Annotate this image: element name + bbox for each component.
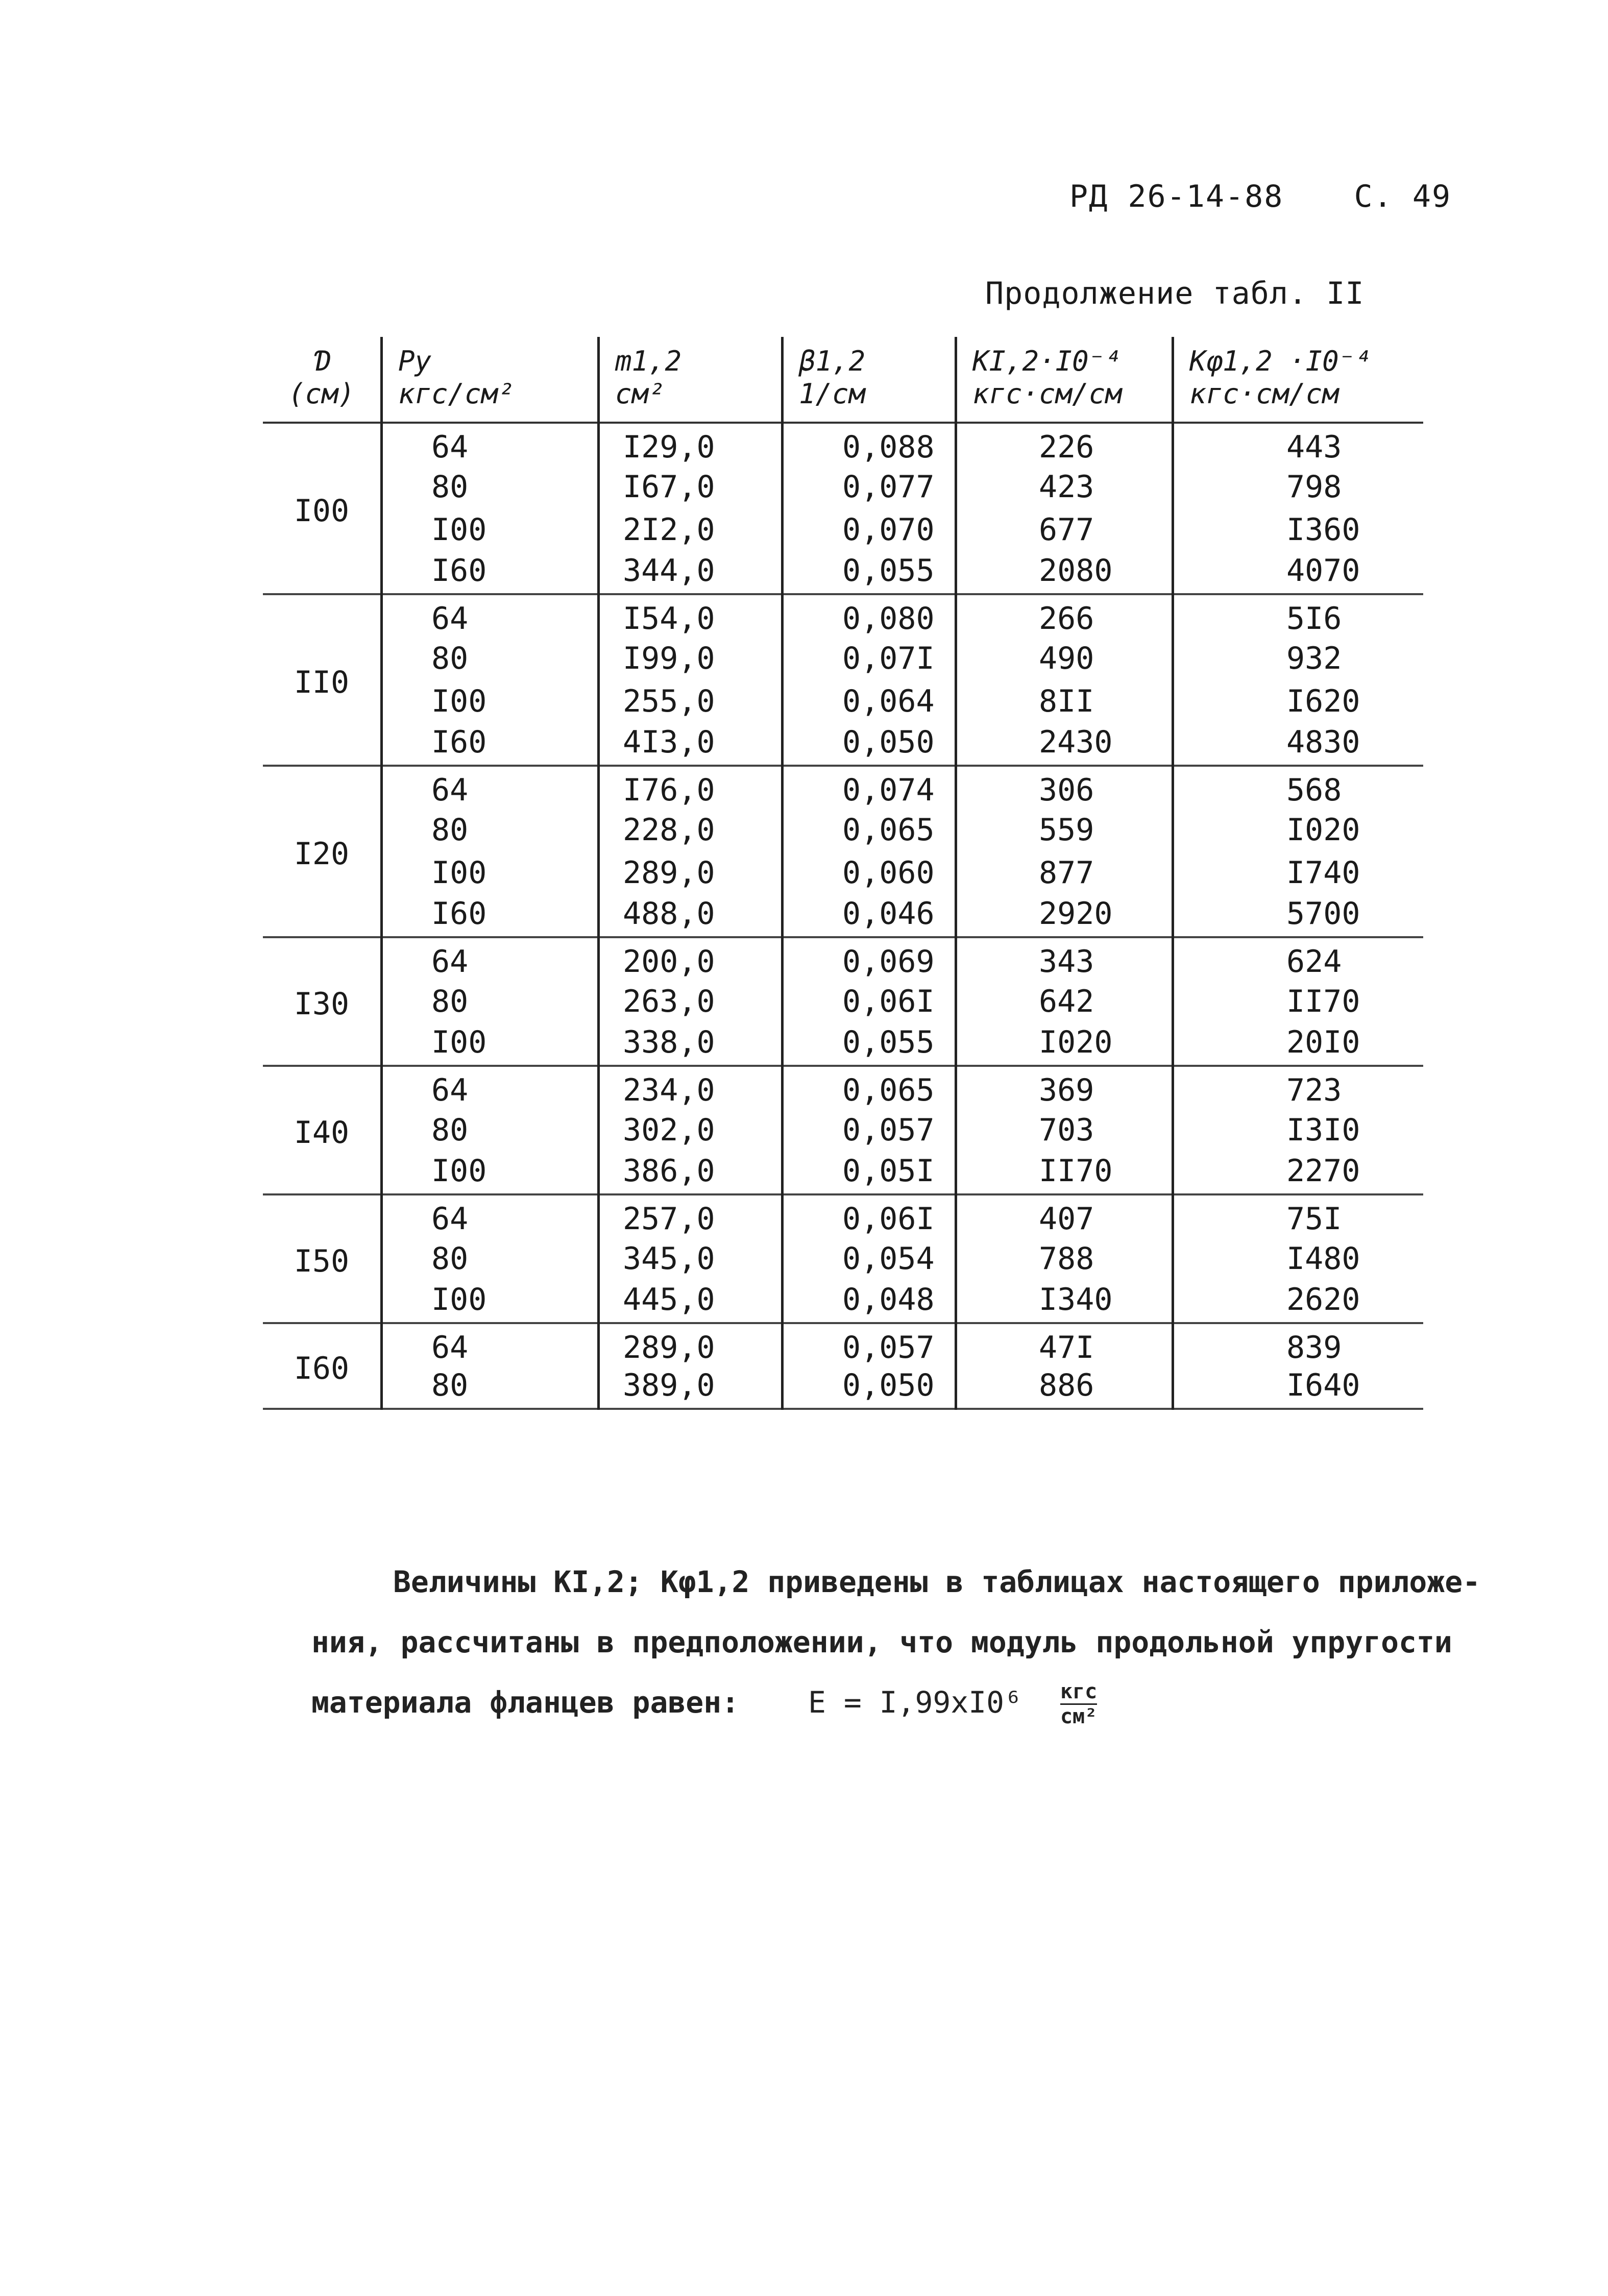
cell-py: I00 — [382, 1023, 599, 1066]
cell-beta: 0,057 — [783, 1109, 956, 1152]
cell-k: 788 — [956, 1237, 1173, 1280]
cell-py: 80 — [382, 1237, 599, 1280]
cell-m: 386,0 — [599, 1152, 783, 1194]
cell-m: 200,0 — [599, 937, 783, 980]
cell-m: 445,0 — [599, 1280, 783, 1323]
cell-m: 257,0 — [599, 1194, 783, 1237]
table-row — [263, 551, 1423, 594]
cell-beta: 0,060 — [783, 851, 956, 894]
cell-diameter: I20 — [263, 766, 382, 937]
cell-beta: 0,065 — [783, 809, 956, 851]
cell-m: 344,0 — [599, 551, 783, 594]
table-row — [263, 508, 1423, 551]
cell-kf: 723 — [1286, 1072, 1342, 1108]
cell-beta: 0,046 — [783, 894, 956, 937]
cell-beta: 0,070 — [783, 508, 956, 551]
cell-kf: I360 — [1286, 512, 1360, 548]
note-paragraph — [311, 1552, 1496, 1732]
cell-kf: 5700 — [1173, 894, 1423, 937]
table-row — [263, 1366, 1423, 1409]
cell-beta: 0,057 — [783, 1323, 956, 1366]
cell-beta: 0,055 — [783, 1023, 956, 1066]
cell-kf: 2620 — [1173, 1280, 1423, 1323]
cell-kf: I3I0 — [1286, 1112, 1360, 1148]
cell-kf: 2270 — [1173, 1152, 1423, 1194]
cell-k: I340 — [956, 1280, 1173, 1323]
cell-k: 407 — [956, 1194, 1173, 1237]
cell-k: 490 — [956, 637, 1173, 680]
cell-py: 64 — [382, 937, 599, 980]
header-m: m1,2 см² — [599, 337, 783, 423]
table-body — [263, 423, 1423, 1409]
cell-m: 289,0 — [599, 1323, 783, 1366]
cell-diameter: I00 — [263, 423, 382, 594]
cell-kf: I020 — [1286, 812, 1360, 848]
cell-m: I76,0 — [599, 766, 783, 809]
header-kf: Kφ1,2 ·I0⁻⁴ кгс·см/см — [1173, 337, 1423, 423]
page-header — [1069, 179, 1451, 214]
cell-m: 255,0 — [599, 680, 783, 723]
cell-k: II70 — [956, 1152, 1173, 1194]
table-row — [263, 894, 1423, 937]
table-row — [263, 937, 1423, 980]
header-py: Py кгс/см² — [382, 337, 599, 423]
cell-beta: 0,050 — [783, 1366, 956, 1409]
table-header-row — [263, 337, 1423, 423]
cell-m: I29,0 — [599, 423, 783, 466]
cell-kf: 4830 — [1173, 723, 1423, 766]
cell-kf: 624 — [1286, 944, 1342, 980]
table-row — [263, 423, 1423, 466]
cell-diameter: II0 — [263, 594, 382, 766]
cell-kf: I640 — [1173, 1366, 1423, 1409]
cell-beta: 0,080 — [783, 594, 956, 637]
cell-py: 80 — [382, 809, 599, 851]
table-row — [263, 1323, 1423, 1366]
cell-k: 343 — [956, 937, 1173, 980]
note-line-3: материала фланцев равен: E = I,99xI0⁶ $\frac{\text{кгс}}{\text{см²}}$ — [311, 1680, 1098, 1729]
header-k: KI,2·I0⁻⁴ кгс·см/см — [956, 337, 1173, 423]
cell-beta: 0,06I — [783, 1194, 956, 1237]
cell-k: 306 — [956, 766, 1173, 809]
cell-k: 877 — [956, 851, 1173, 894]
cell-k: 559 — [956, 809, 1173, 851]
cell-beta: 0,065 — [783, 1066, 956, 1109]
cell-diameter: I60 — [263, 1323, 382, 1409]
cell-kf: 75I — [1286, 1201, 1342, 1237]
cell-beta: 0,06I — [783, 980, 956, 1023]
cell-k: I020 — [956, 1023, 1173, 1066]
cell-py: 64 — [382, 1066, 599, 1109]
cell-beta: 0,05I — [783, 1152, 956, 1194]
header-d: Ɗ (см) — [263, 337, 382, 423]
table-row — [263, 809, 1423, 851]
cell-py: 80 — [382, 1109, 599, 1152]
cell-m: 234,0 — [599, 1066, 783, 1109]
cell-m: 228,0 — [599, 809, 783, 851]
cell-beta: 0,069 — [783, 937, 956, 980]
data-table — [263, 337, 1423, 1410]
cell-py: I60 — [382, 894, 599, 937]
cell-m: I54,0 — [599, 594, 783, 637]
cell-kf: II70 — [1286, 984, 1360, 1019]
table-row — [263, 1066, 1423, 1109]
formula-unit: $\frac{\text{кгс}}{\text{см²}}$ — [1060, 1680, 1098, 1729]
table-row — [263, 766, 1423, 809]
table-row — [263, 980, 1423, 1023]
table-row — [263, 1152, 1423, 1194]
cell-py: 64 — [382, 423, 599, 466]
cell-beta: 0,064 — [783, 680, 956, 723]
document-code: РД 26-14-88 — [1069, 179, 1284, 214]
cell-kf: 443 — [1286, 429, 1342, 465]
cell-py: I60 — [382, 723, 599, 766]
table-row — [263, 851, 1423, 894]
cell-m: 263,0 — [599, 980, 783, 1023]
cell-kf: 4070 — [1173, 551, 1423, 594]
cell-k: 2920 — [956, 894, 1173, 937]
cell-k: 2080 — [956, 551, 1173, 594]
table-row — [263, 680, 1423, 723]
cell-beta: 0,048 — [783, 1280, 956, 1323]
cell-kf: I740 — [1286, 855, 1360, 891]
cell-k: 266 — [956, 594, 1173, 637]
cell-kf: 798 — [1286, 469, 1342, 505]
table-row — [263, 1237, 1423, 1280]
cell-beta: 0,054 — [783, 1237, 956, 1280]
table-caption: Продолжение табл. II — [985, 276, 1365, 311]
cell-kf: 932 — [1286, 641, 1342, 676]
table-row — [263, 723, 1423, 766]
cell-py: I60 — [382, 551, 599, 594]
table-row — [263, 637, 1423, 680]
cell-beta: 0,074 — [783, 766, 956, 809]
cell-py: 64 — [382, 1194, 599, 1237]
cell-k: 423 — [956, 466, 1173, 508]
cell-k: 886 — [956, 1366, 1173, 1409]
cell-kf: 20I0 — [1173, 1023, 1423, 1066]
cell-beta: 0,088 — [783, 423, 956, 466]
cell-py: 80 — [382, 980, 599, 1023]
cell-m: 4I3,0 — [599, 723, 783, 766]
modulus-formula: E = I,99xI0⁶ — [808, 1685, 1022, 1720]
cell-beta: 0,077 — [783, 466, 956, 508]
cell-m: 488,0 — [599, 894, 783, 937]
cell-diameter: I40 — [263, 1066, 382, 1194]
cell-kf: 5I6 — [1286, 601, 1342, 637]
cell-diameter: I50 — [263, 1194, 382, 1323]
cell-m: 389,0 — [599, 1366, 783, 1409]
table-row — [263, 1023, 1423, 1066]
table-row — [263, 1109, 1423, 1152]
cell-py: I00 — [382, 508, 599, 551]
cell-k: 47I — [956, 1323, 1173, 1366]
table-row — [263, 1280, 1423, 1323]
cell-k: 677 — [956, 508, 1173, 551]
cell-kf: 568 — [1286, 772, 1342, 808]
cell-k: 226 — [956, 423, 1173, 466]
cell-beta: 0,055 — [783, 551, 956, 594]
header-beta: β1,2 1/см — [783, 337, 956, 423]
page-number: С. 49 — [1354, 179, 1452, 214]
table-row — [263, 594, 1423, 637]
cell-py: 80 — [382, 466, 599, 508]
cell-py: 80 — [382, 1366, 599, 1409]
cell-k: 642 — [956, 980, 1173, 1023]
cell-k: 2430 — [956, 723, 1173, 766]
cell-py: I00 — [382, 680, 599, 723]
cell-k: 8II — [956, 680, 1173, 723]
cell-py: I00 — [382, 1280, 599, 1323]
cell-k: 703 — [956, 1109, 1173, 1152]
cell-py: 80 — [382, 637, 599, 680]
cell-kf: 839 — [1286, 1330, 1342, 1365]
cell-m: 345,0 — [599, 1237, 783, 1280]
cell-m: I99,0 — [599, 637, 783, 680]
table-row — [263, 1194, 1423, 1237]
table-row — [263, 466, 1423, 508]
note-line-2: ния, рассчитаны в предположении, что модуль продольной упругости — [311, 1625, 1452, 1659]
cell-m: 2I2,0 — [599, 508, 783, 551]
cell-py: 64 — [382, 1323, 599, 1366]
cell-m: 289,0 — [599, 851, 783, 894]
cell-m: 338,0 — [599, 1023, 783, 1066]
cell-diameter: I30 — [263, 937, 382, 1066]
cell-py: 64 — [382, 594, 599, 637]
cell-kf: I620 — [1286, 683, 1360, 719]
cell-py: I00 — [382, 851, 599, 894]
cell-beta: 0,07I — [783, 637, 956, 680]
note-line-1: Величины KI,2; Kφ1,2 приведены в таблицах настоящего приложе- — [393, 1565, 1481, 1599]
cell-beta: 0,050 — [783, 723, 956, 766]
cell-py: 64 — [382, 766, 599, 809]
cell-m: I67,0 — [599, 466, 783, 508]
cell-py: I00 — [382, 1152, 599, 1194]
cell-m: 302,0 — [599, 1109, 783, 1152]
cell-kf: I480 — [1286, 1241, 1360, 1277]
cell-k: 369 — [956, 1066, 1173, 1109]
